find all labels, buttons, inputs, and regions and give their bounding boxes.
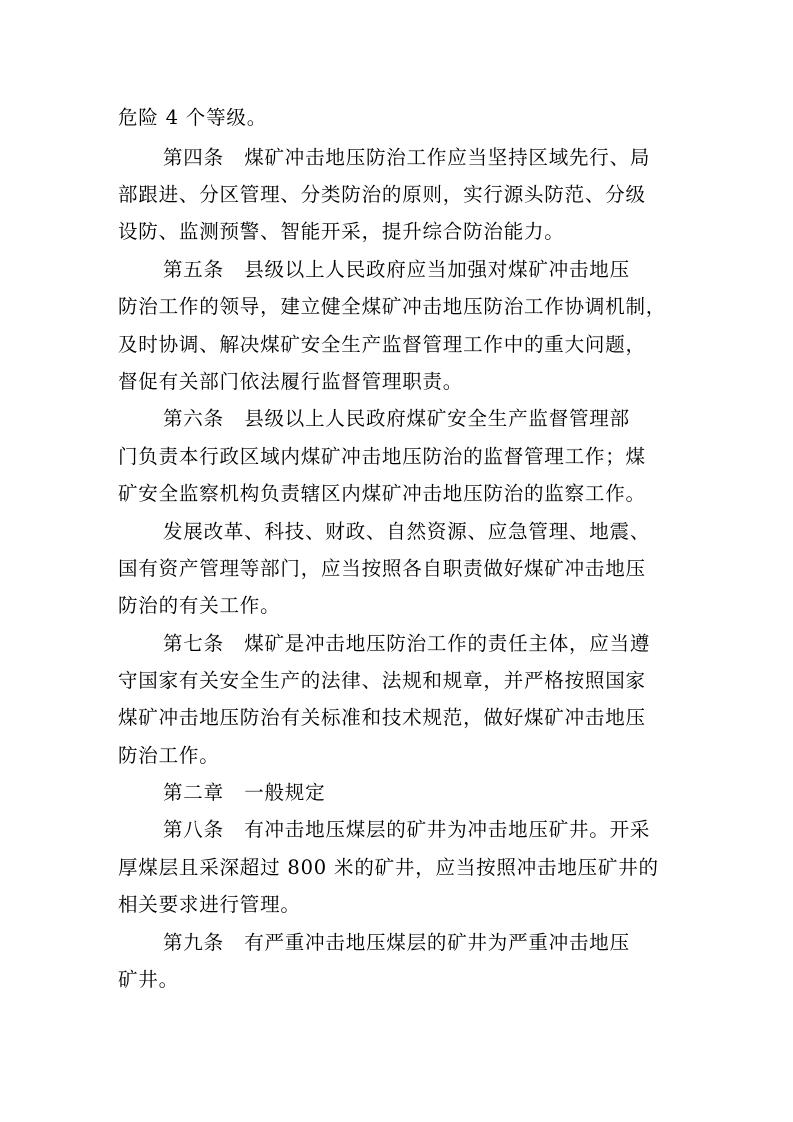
text-line: 厚煤层且采深超过 800 米的矿井，应当按照冲击地压矿井的 [118,856,659,879]
article-5-line: 第五条 县级以上人民政府应当加强对煤矿冲击地压 [163,258,630,281]
text-line: 相关要求进行管理。 [118,893,301,916]
text-line: 督促有关部门依法履行监督管理职责。 [118,370,464,393]
text-line: 及时协调、解决煤矿安全生产监督管理工作中的重大问题， [118,333,646,356]
text-line: 部跟进、分区管理、分类防治的原则，实行源头防范、分级 [118,183,646,206]
text-line: 国有资产管理等部门，应当按照各自职责做好煤矿冲击地压 [118,557,646,580]
article-8-line: 第八条 有冲击地压煤层的矿井为冲击地压矿井。开采 [163,818,651,841]
article-9-line: 第九条 有严重冲击地压煤层的矿井为严重冲击地压 [163,931,630,954]
text-line: 矿井。 [118,968,179,991]
text-line: 煤矿冲击地压防治有关标准和技术规范，做好煤矿冲击地压 [118,706,646,729]
text-line: 防治工作。 [118,744,220,767]
text-line: 矿安全监察机构负责辖区内煤矿冲击地压防治的监察工作。 [118,482,646,505]
text-line: 防治工作的领导，建立健全煤矿冲击地压防治工作协调机制， [118,295,667,318]
paragraph-line: 发展改革、科技、财政、自然资源、应急管理、地震、 [163,520,651,543]
text-line: 防治的有关工作。 [118,594,281,617]
article-6-line: 第六条 县级以上人民政府煤矿安全生产监督管理部 [163,407,630,430]
text-line: 设防、监测预警、智能开采，提升综合防治能力。 [118,220,565,243]
text-line: 守国家有关安全生产的法律、法规和规章，并严格按照国家 [118,669,646,692]
text-line: 门负责本行政区域内煤矿冲击地压防治的监督管理工作；煤 [118,445,646,468]
article-7-line: 第七条 煤矿是冲击地压防治工作的责任主体，应当遵 [163,632,651,655]
text-line: 危险 4 个等级。 [118,106,268,129]
article-4-line: 第四条 煤矿冲击地压防治工作应当坚持区域先行、局 [163,146,651,169]
chapter-heading: 第二章 一般规定 [163,781,326,804]
